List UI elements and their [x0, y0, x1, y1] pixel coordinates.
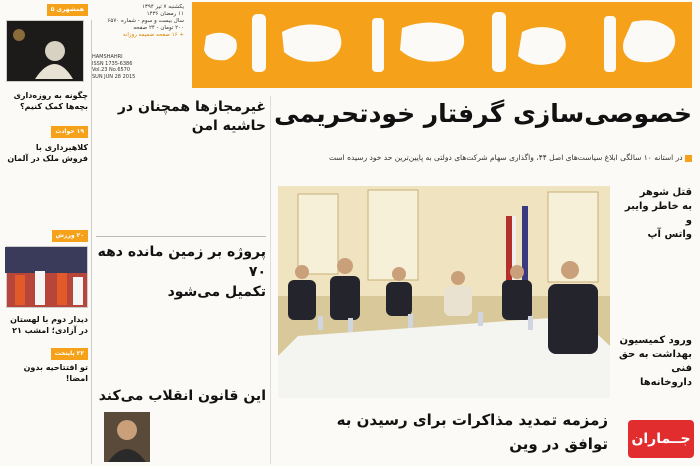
date-line: ۲۰۰ تومان - ۲۴ صفحه	[133, 25, 184, 31]
headline-line: بچه‌ها کمک کنیم؟	[19, 102, 88, 111]
masthead	[186, 0, 700, 92]
story-body	[616, 380, 692, 416]
story-body	[616, 232, 692, 328]
story-headline[interactable]	[2, 314, 88, 336]
section-tag[interactable]: ۲۰ ورزش	[52, 230, 88, 242]
story-body	[96, 288, 266, 374]
story-body	[152, 412, 266, 462]
headline-line: قتل شوهر	[639, 187, 692, 198]
subheadline-text: در استانه ۱۰ سالگی ابلاغ سیاست‌های اصل ۴۴، واگذاری سهام شرکت‌های دولتی به پایین‌ترین حد خود رسیده است	[328, 153, 683, 162]
issn-name: HAMSHAHRI	[92, 54, 123, 60]
section-tag[interactable]: همشهری ۵	[47, 4, 88, 16]
headline-line: بهداشت به حق	[619, 349, 692, 360]
headline-line: حاشیه امن	[191, 118, 266, 134]
story-headline[interactable]	[96, 98, 266, 136]
headline-line: چگونه به روزه‌داری	[13, 91, 88, 100]
main-headline[interactable]: خصوصی‌سازی گرفتار خودتحریمی	[274, 99, 692, 128]
date-line: + ۱۶ صفحه ضمیمه روزانه	[122, 32, 184, 38]
issn-vol: Vol.23 No.6570	[92, 67, 131, 73]
headline-line: دیدار دوم با لهستان	[10, 315, 88, 324]
main-subheadline	[252, 152, 692, 164]
section-tag[interactable]: ۲۲ پایتخت	[51, 348, 88, 360]
divider	[96, 236, 266, 237]
hamshahri-logo	[192, 2, 692, 88]
headline-line: غیرمجازها همچنان در	[117, 99, 266, 115]
story-headline[interactable]	[96, 386, 266, 406]
headline-line: تکمیل می‌شود	[167, 284, 266, 300]
headline-line: واتس آپ	[647, 229, 692, 240]
date-line: یکشنبه ۷ تیر ۱۳۹۴	[141, 4, 184, 10]
left-column	[2, 2, 88, 464]
headline-line: فروش ملک در آلمان	[7, 154, 88, 163]
headline-line: به خاطر وایبر و	[624, 201, 692, 226]
headline-line: پروژه بر زمین مانده دهه ۷۰	[97, 244, 266, 280]
column-divider	[91, 20, 92, 464]
headline-line: تو افتتاحیه بدون امضا!	[23, 363, 88, 383]
issn-code: ISSN 1735-6386	[92, 60, 133, 67]
story-body	[96, 142, 266, 232]
headline-line: ورود کمیسیون	[619, 335, 692, 346]
issn-date: SUN JUN 28 2015	[92, 73, 136, 80]
story-body	[278, 164, 692, 182]
story-body	[278, 434, 608, 462]
date-line: ۱۱ رمضان ۱۴۳۶	[146, 11, 184, 17]
main-photo	[278, 186, 610, 398]
headline-line: این قانون انقلاب می‌کند	[98, 388, 266, 404]
story-body	[2, 376, 88, 462]
headline-line: فنی داروخانه‌ها	[639, 363, 692, 388]
portrait-image	[104, 412, 150, 462]
issn-block	[92, 54, 184, 88]
promo-headline[interactable]	[2, 90, 88, 112]
headline-line: کلاهبرداری با	[35, 143, 88, 152]
sports-image	[6, 246, 88, 308]
headline-line: در آزادی؛ امشب ۲۱	[12, 326, 88, 335]
bullet-icon	[685, 155, 692, 162]
section-tag[interactable]: ۱۹ حوادث	[51, 126, 88, 138]
issue-date-block	[92, 4, 184, 52]
promo-image	[6, 20, 84, 82]
jamaran-watermark: جــماران	[628, 420, 694, 458]
story-headline[interactable]	[2, 142, 88, 164]
bottom-headline[interactable]: زمزمه تمدید مذاکرات برای رسیدن به توافق در وین	[336, 411, 608, 453]
date-line: سال بیست و سوم - شماره ۶۵۷۰	[107, 18, 184, 24]
story-body	[2, 168, 88, 226]
